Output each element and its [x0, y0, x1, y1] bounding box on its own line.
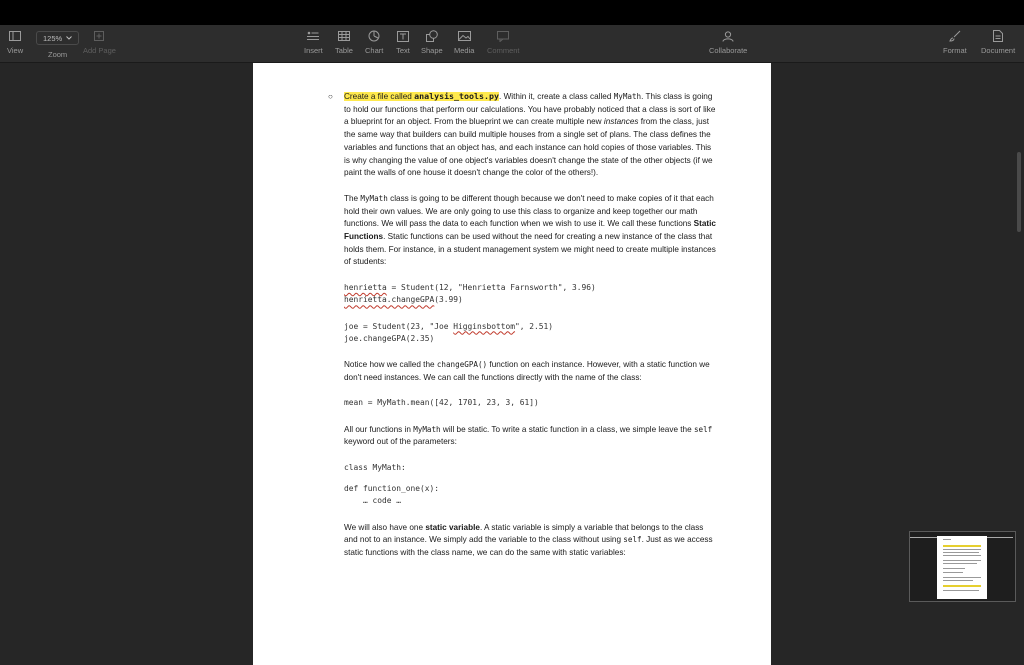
- thumb-line: [943, 539, 951, 540]
- chevron-down-icon: [66, 36, 72, 40]
- media-icon: [457, 29, 471, 43]
- thumb-line: [943, 568, 965, 569]
- format-button[interactable]: [943, 29, 967, 55]
- table-button[interactable]: [335, 29, 353, 55]
- comment-icon: [496, 29, 510, 43]
- text-run: We will also have one: [344, 522, 426, 532]
- italic-instances: instances: [603, 117, 639, 127]
- thumb-line: [943, 563, 977, 564]
- thumb-line: [943, 590, 979, 591]
- code-token: (3.99): [434, 295, 463, 305]
- zoom-label: Zoom: [48, 50, 68, 59]
- zoom-control[interactable]: [36, 29, 79, 59]
- thumb-line: [943, 585, 981, 587]
- text-run: from the class, just the same way that builders can build multiple houses from a single set of plans. The class defines the variables and functions that an object has, and each instance can hold copies of those variables. This is why changing the value of one object's variables doesn't change the state of the other objects (if we paint the walls of one house it doesn't change the color of the others!).: [344, 117, 713, 178]
- code-function-name: changeGPA(): [436, 359, 488, 369]
- thumb-line: [943, 545, 981, 547]
- code-token: = Student(12, "Henrietta Farnsworth", 3.96): [386, 283, 596, 293]
- insert-icon: [306, 29, 320, 43]
- code-block-mean: mean = MyMath.mean([42, 1701, 23, 3, 61]): [344, 398, 539, 408]
- insert-button[interactable]: [304, 29, 323, 55]
- code-token: … code …: [344, 496, 402, 506]
- code-block-henrietta: [344, 282, 718, 306]
- thumb-line: [943, 560, 981, 561]
- collaborate-button[interactable]: [709, 29, 747, 55]
- code-block-class: class MyMath:: [344, 462, 406, 472]
- text-run: The: [344, 193, 361, 203]
- code-block-def: [344, 483, 718, 507]
- text-run: . Static functions can be used without the need for creating a new instance of the class that holds them. For instance, in a student management system we might need to create multiple instances of students:: [344, 232, 716, 267]
- code-token: def function_one(x):: [344, 484, 440, 494]
- media-button[interactable]: [454, 29, 474, 55]
- code-block-joe: [344, 321, 718, 345]
- thumbnail-page: [937, 536, 987, 599]
- document-page[interactable]: [253, 63, 771, 665]
- text-run: will be static. To write a static function in a class, we simple leave the: [440, 424, 694, 434]
- thumb-line: [943, 549, 981, 550]
- code-class-name: MyMath: [613, 92, 642, 101]
- add-page-icon: [92, 29, 106, 43]
- format-label: Format: [943, 46, 967, 55]
- page-body[interactable]: [328, 90, 718, 573]
- paragraph-all-static: [344, 424, 718, 449]
- instruction-highlight: [344, 92, 499, 101]
- window-titlebar: [0, 0, 1024, 25]
- code-token: joe.changeGPA(2.35): [344, 333, 435, 343]
- code-token: joe = Student(23, "Joe: [344, 321, 454, 331]
- code-keyword: self: [623, 535, 642, 545]
- code-class-name: MyMath: [413, 424, 441, 434]
- chart-label: Chart: [365, 46, 384, 55]
- thumb-line: [943, 577, 981, 578]
- shape-icon: [425, 29, 439, 43]
- view-button[interactable]: [7, 29, 23, 55]
- table-icon: [337, 29, 351, 43]
- thumb-line: [943, 552, 979, 553]
- code-keyword: self: [693, 424, 713, 434]
- chart-icon: [367, 29, 381, 43]
- text-box-icon: [396, 29, 410, 43]
- collaborate-label: Collaborate: [709, 46, 748, 55]
- bold-static-functions: Static Functions: [344, 219, 716, 242]
- code-token: Higginsbottom: [453, 321, 516, 331]
- text-run: class is going to be different though because we don't need to make copies of it that each hold their own values. We are only going to use this class to organize and keep together our math functions. We will pass the data to each function when we wish to use it. We call these functions: [344, 193, 714, 229]
- vertical-scrollbar[interactable]: [1017, 152, 1021, 232]
- code-token: henrietta.changeGPA: [344, 295, 435, 305]
- text-run: . A static variable is simply a variable that belongs to the class and not to an instance. We simply add the variable to the class without using: [344, 522, 704, 545]
- toolbar: [0, 25, 1024, 63]
- shape-button[interactable]: [421, 29, 443, 55]
- zoom-value: 125%: [43, 33, 63, 43]
- text-run: . Within it, create a class called: [499, 92, 614, 101]
- instruction-text: Create a file called: [344, 92, 415, 101]
- table-label: Table: [335, 46, 353, 55]
- paragraph-static-functions: [344, 193, 718, 269]
- document-icon: [991, 29, 1005, 43]
- paragraph-static-variable: [344, 522, 718, 560]
- bold-static-variable: static variable: [425, 522, 480, 532]
- insert-label: Insert: [304, 46, 323, 55]
- thumb-line: [943, 555, 981, 556]
- file-name: analysis_tools.py: [414, 91, 500, 101]
- text-run: . This class is going to hold our functions that perform our calculations. You have probably noticed that a class is sort of like a blueprint for an object. From the blueprint we can create multiple new: [344, 92, 716, 127]
- bullet-icon: ○: [328, 92, 333, 101]
- document-label: Document: [981, 46, 1016, 55]
- add-page-label: Add Page: [83, 46, 116, 55]
- add-page-button[interactable]: [83, 29, 116, 55]
- paintbrush-icon: [948, 29, 962, 43]
- text-run: . Just as we access static functions with the class name, we can do the same with static variables:: [344, 535, 713, 557]
- thumb-line: [943, 580, 973, 581]
- paragraph-notice: [344, 359, 718, 384]
- document-canvas[interactable]: [0, 63, 1024, 665]
- code-class-name: MyMath: [360, 193, 388, 203]
- document-button[interactable]: [981, 29, 1015, 55]
- text-label: Text: [396, 46, 410, 55]
- collaborate-icon: [721, 29, 735, 43]
- view-label: View: [7, 46, 24, 55]
- chart-button[interactable]: [365, 29, 383, 55]
- comment-label: Comment: [487, 46, 520, 55]
- text-button[interactable]: [396, 29, 410, 55]
- page-navigator-thumbnail[interactable]: [909, 531, 1016, 602]
- text-run: keyword out of the parameters:: [344, 437, 457, 447]
- media-label: Media: [454, 46, 475, 55]
- text-run: Notice how we called the: [344, 359, 437, 369]
- zoom-select[interactable]: [36, 31, 79, 45]
- code-token: henrietta: [344, 283, 387, 293]
- text-run: function on each instance. However, with a static function we don't need instances. We can call the functions directly with the name of the class:: [344, 359, 710, 382]
- thumb-line: [943, 572, 963, 573]
- text-run: All our functions in: [344, 424, 414, 434]
- sidebar-icon: [8, 29, 22, 43]
- code-token: ", 2.51): [515, 321, 554, 331]
- paragraph-create-file: [344, 90, 718, 180]
- comment-button[interactable]: [487, 29, 520, 55]
- shape-label: Shape: [421, 46, 443, 55]
